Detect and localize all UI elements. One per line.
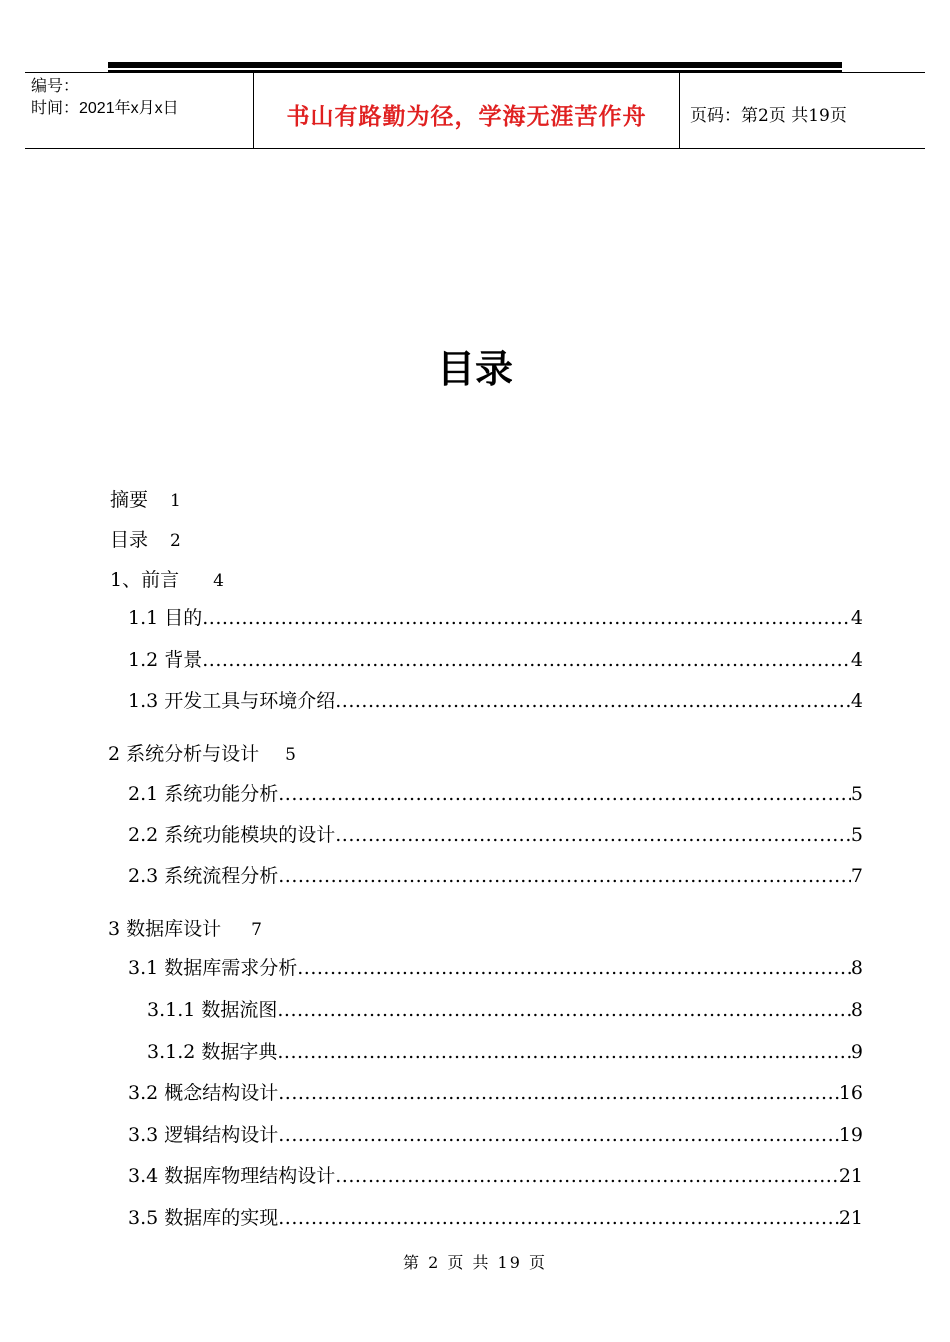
- toc-leader: [202, 649, 851, 671]
- toc-entry-text: 2.2 系统功能模块的设计: [128, 824, 336, 846]
- page-header: [25, 72, 925, 149]
- toc-entry[interactable]: [110, 565, 224, 592]
- toc-leader: [277, 1041, 851, 1063]
- toc-entry-text: 3.1.1 数据流图: [147, 999, 278, 1021]
- toc-entry[interactable]: [147, 995, 863, 1022]
- toc-leader: [335, 824, 851, 846]
- toc-entry[interactable]: [128, 779, 863, 806]
- toc-entry[interactable]: [108, 914, 262, 941]
- toc-entry[interactable]: [128, 861, 863, 888]
- toc-leader: [335, 1165, 839, 1187]
- toc-entry-text: 3.1.2 数据字典: [147, 1041, 278, 1063]
- toc-entry-page: 4: [850, 690, 863, 712]
- page-footer: 第 2 页 共 19 页: [403, 1253, 547, 1272]
- toc-entry-text: 1、前言: [110, 569, 180, 591]
- toc-entry-text: 3 数据库设计: [108, 918, 222, 940]
- toc-entry-page: 21: [838, 1165, 863, 1187]
- toc-entry-page: 21: [838, 1207, 863, 1229]
- toc-entry[interactable]: [108, 739, 296, 766]
- toc-entry-page: 4: [850, 649, 863, 671]
- toc-entry-text: 3.2 概念结构设计: [128, 1082, 279, 1104]
- toc-entry-page: 16: [838, 1082, 863, 1104]
- toc-entry[interactable]: [128, 1078, 863, 1105]
- toc-entry-page: 4: [850, 607, 863, 629]
- toc-entry-text: 目录: [110, 529, 149, 551]
- toc-entry[interactable]: [128, 645, 863, 672]
- toc-entry-page: 4: [213, 571, 224, 591]
- toc-entry-text: 2.1 系统功能分析: [128, 783, 279, 805]
- toc-entry[interactable]: [128, 603, 863, 630]
- number-label: 编号：: [31, 78, 80, 95]
- toc-entry-page: 7: [850, 865, 863, 887]
- toc-leader: [278, 1082, 839, 1104]
- toc-entry-page: 8: [850, 999, 863, 1021]
- toc-entry[interactable]: [128, 1161, 863, 1188]
- toc-leader: [278, 783, 851, 805]
- toc-leader: [278, 1207, 839, 1229]
- toc-entry[interactable]: [128, 1203, 863, 1230]
- toc-leader: [277, 999, 851, 1021]
- toc-entry-text: 1.3 开发工具与环境介绍: [128, 690, 336, 712]
- page-title: 目录: [436, 347, 513, 391]
- toc-entry[interactable]: [110, 485, 181, 512]
- toc-leader: [202, 607, 851, 629]
- toc-entry[interactable]: [128, 1120, 863, 1147]
- header-meta: [25, 73, 254, 148]
- toc-leader: [278, 1124, 839, 1146]
- toc-entry-page: 9: [850, 1041, 863, 1063]
- header-rule-thick: [108, 62, 842, 68]
- toc-entry-text: 3.1 数据库需求分析: [128, 957, 298, 979]
- header-motto-cell: [254, 73, 680, 148]
- toc-entry-page: 7: [251, 920, 262, 940]
- toc-entry-page: 5: [850, 824, 863, 846]
- toc-entry-page: 5: [850, 783, 863, 805]
- time-label: 时间：2021年x月x日: [31, 100, 179, 117]
- toc-entry-text: 摘要: [110, 489, 149, 511]
- toc-entry-text: 2 系统分析与设计: [108, 743, 260, 765]
- page-info: 页码：第2页 共19页: [690, 106, 847, 126]
- toc-entry-page: 5: [285, 745, 296, 765]
- toc-entry[interactable]: [128, 953, 863, 980]
- toc-leader: [278, 865, 851, 887]
- toc-entry[interactable]: [147, 1037, 863, 1064]
- header-page-cell: [680, 73, 925, 148]
- toc-leader: [335, 690, 851, 712]
- toc-entry-page: 2: [170, 531, 181, 551]
- toc-leader: [297, 957, 851, 979]
- toc-entry-text: 2.3 系统流程分析: [128, 865, 279, 887]
- toc-entry[interactable]: [110, 525, 181, 552]
- toc-entry-text: 3.5 数据库的实现: [128, 1207, 279, 1229]
- toc-entry[interactable]: [128, 820, 863, 847]
- toc-entry-text: 3.4 数据库物理结构设计: [128, 1165, 336, 1187]
- toc-entry-text: 1.1 目的: [128, 607, 203, 629]
- toc-entry-text: 3.3 逻辑结构设计: [128, 1124, 279, 1146]
- toc-entry-page: 1: [170, 491, 181, 511]
- toc-entry-text: 1.2 背景: [128, 649, 203, 671]
- toc-entry-page: 19: [838, 1124, 863, 1146]
- toc-entry[interactable]: [128, 686, 863, 713]
- motto: 书山有路勤为径，学海无涯苦作舟: [286, 103, 647, 130]
- toc-entry-page: 8: [850, 957, 863, 979]
